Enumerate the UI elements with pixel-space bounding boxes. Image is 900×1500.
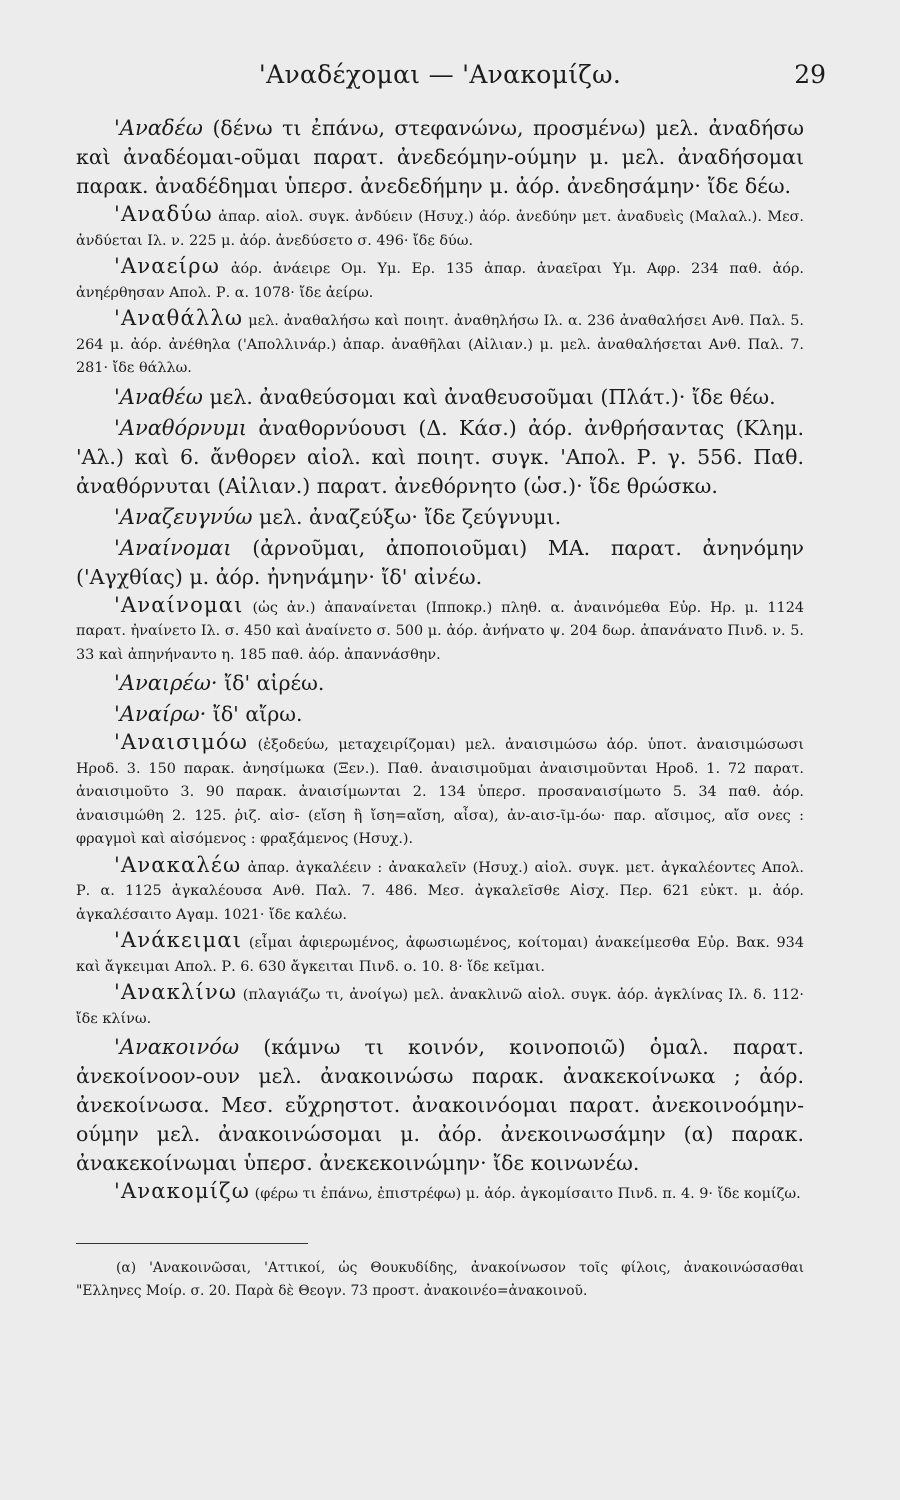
entry-list bbox=[76, 114, 804, 1207]
entry-anaireo bbox=[76, 669, 804, 698]
entry-body: μελ. ἀναθεύσομαι καὶ ἀναθευσοῦμαι (Πλάτ.)· ἴδε θέω. bbox=[209, 384, 776, 409]
entry-headword: 'Ανακοινόω bbox=[114, 1035, 240, 1059]
entry-anathornymi bbox=[76, 414, 804, 501]
entry-anadeo bbox=[76, 114, 804, 201]
entry-headword: 'Ανακομίζω bbox=[114, 1179, 251, 1203]
entry-headword: 'Αναίνομαι bbox=[114, 535, 232, 560]
entry-body: ἀόρ. ἀνάειρε Ομ. Υμ. Ερ. 135 ἀπαρ. ἀναεῖραι Υμ. Αφρ. 234 παθ. ἀόρ. ἀνηέρθησαν Απολ. Ρ. α. 1078· ἴδε ἀείρω. bbox=[76, 261, 804, 301]
entry-headword: 'Ανακλίνω bbox=[114, 980, 238, 1004]
entry-headword: 'Αναδύω bbox=[114, 202, 213, 226]
entry-headword: 'Αναθέω bbox=[114, 384, 203, 409]
running-title: 'Αναδέχομαι — 'Ανακομίζω. bbox=[258, 60, 622, 89]
entry-headword: 'Αναιρέω· bbox=[114, 671, 218, 695]
entry-anadyo bbox=[76, 203, 804, 253]
footnote: (α) 'Ανακοινῶσαι, 'Αττικοί, ὡς Θουκυδίδης, ἀνακοίνωσον τοῖς φίλοις, ἀνακοινώσασθαι "Ελληνες Μοίρ. σ. 20. Παρὰ δὲ Θεογν. 73 προστ. ἀνακοινέο=ἀνακοινοῦ. bbox=[76, 1260, 804, 1300]
entry-body: ἴδ' αἴρω. bbox=[212, 702, 303, 726]
entry-anaklino bbox=[76, 981, 804, 1031]
footnote-divider bbox=[76, 1243, 308, 1244]
entry-body: (ἐξοδεύω, μεταχειρίζομαι) μελ. ἀναισιμώσω ἀόρ. ὑποτ. ἀναισιμώσωσι Ηροδ. 3. 150 παρακ. ἀνησίμωκα (Ξεν.). Παθ. ἀναισιμοῦμαι ἀναισιμοῦνται Ηροδ. 1. 72 παρατ. ἀναισιμοῦτο 3. 90 παρακ. ἀναισίμωνται 2. 134 ὑπερσ. προσαναισίμωτο 5. 34 παθ. ἀόρ. ἀναισιμώθη 2. 125. ῥιζ. αἰσ- (εἴση ἢ ἴση=αἴση, αἶσα), ἀν-αισ-ῖμ-όω· παρ. αἴσιμος, αἴσ ονες : φραγμοὶ καὶ αἰσόμενος : φραξάμενος (Ησυχ.). bbox=[76, 737, 804, 847]
entry-headword: 'Αναθόρνυμι bbox=[114, 415, 247, 440]
entry-anaeiro bbox=[76, 255, 804, 305]
entry-body: (ἀρνοῦμαι, ἀποποιοῦμαι) ΜΑ. παρατ. ἀνηνόμην ('Αγχθίας) μ. ἀόρ. ἠνηνάμην· ἴδ' αἰνέω. bbox=[76, 535, 804, 589]
entry-anakoinoo bbox=[76, 1033, 804, 1178]
entry-body: (εἶμαι ἀφιερωμένος, ἀφωσιωμένος, κοίτομαι) ἀνακείμεσθα Εὐρ. Βακ. 934 καὶ ἄγκειμαι Απολ. Ρ. 6. 630 ἄγκειται Πινδ. ο. 10. 8· ἴδε κεῖμαι. bbox=[76, 935, 804, 975]
entry-body: (φέρω τι ἐπάνω, ἐπιστρέφω) μ. ἀόρ. ἀγκομίσαιτο Πινδ. π. 4. 9· ἴδε κομίζω. bbox=[254, 1186, 801, 1202]
entry-body: ἀναθορνύουσι (Δ. Κάσ.) ἀόρ. ἀνθρήσαντας (Κλημ. 'Αλ.) καὶ 6. ἄνθορεν αἰολ. καὶ ποιητ. συγκ. 'Απολ. Ρ. γ. 556. Παθ. ἀναθόρνυται (Αἰλιαν.) παρατ. ἀνεθόρνητο (ὡσ.)· ἴδε θρώσκω. bbox=[76, 415, 804, 498]
entry-anaisimoo bbox=[76, 731, 804, 852]
entry-body: ἀπαρ. αἰολ. συγκ. ἀνδύειν (Ησυχ.) ἀόρ. ἀνεδύην μετ. ἀναδυεὶς (Μαλαλ.). Μεσ. ἀνδύεται Ιλ. ν. 225 μ. ἀόρ. ἀνεδύσετο σ. 496· ἴδε δύω. bbox=[76, 209, 804, 249]
entry-body: (ὡς ἀν.) ἀπαναίνεται (Ιπποκρ.) πληθ. α. ἀναινόμεθα Εὐρ. Ηρ. μ. 1124 παρατ. ἠναίνετο Ιλ. σ. 450 καὶ ἀναίνετο σ. 500 μ. ἀόρ. ἀνήνατο ψ. 204 δωρ. ἀπανάνατο Πινδ. ν. 5. 33 καὶ ἀπηνήναντο η. 185 παθ. ἀόρ. ἀπαννάσθην. bbox=[76, 599, 805, 663]
entry-anatheo bbox=[76, 383, 804, 412]
entry-headword: 'Ανακαλέω bbox=[114, 852, 242, 877]
entry-headword: 'Αναίρω· bbox=[114, 702, 207, 726]
entry-headword: 'Αναισιμόω bbox=[114, 730, 249, 754]
entry-headword: 'Αναείρω bbox=[114, 254, 221, 278]
entry-anainomai-sub bbox=[76, 594, 804, 668]
entry-body: ἀπαρ. ἀγκαλέειν : ἀνακαλεῖν (Ησυχ.) αἰολ. συγκ. μετ. ἀγκαλέοντες Απολ. Ρ. α. 1125 ἀγκαλέουσα Ανθ. Παλ. 7. 486. Μεσ. ἀγκαλεῖσθε Αἰσχ. Περ. 621 εὐκτ. μ. ἀόρ. ἀγκαλέσαιτο Αγαμ. 1021· ἴδε καλέω. bbox=[76, 859, 804, 923]
entry-body: μελ. ἀναζεύξω· ἴδε ζεύγνυμι. bbox=[259, 504, 562, 529]
entry-body: μελ. ἀναθαλήσω καὶ ποιητ. ἀναθηλήσω Ιλ. α. 236 ἀναθαλήσει Ανθ. Παλ. 5. 264 μ. ἀόρ. ἀνέθηλα ('Απολλινάρ.) ἀπαρ. ἀναθῆλαι (Αἰλιαν.) μ. μελ. ἀναθαλήσεται Ανθ. Παλ. 7. 281· ἴδε θάλλω. bbox=[76, 313, 804, 376]
page-number: 29 bbox=[794, 60, 826, 89]
entry-anakomizo bbox=[76, 1180, 804, 1207]
entry-anakeimai bbox=[76, 929, 804, 979]
entry-headword: 'Αναζευγνύω bbox=[114, 504, 253, 529]
entry-headword: 'Αναίνομαι bbox=[114, 592, 244, 617]
entry-headword: 'Αναθάλλω bbox=[114, 306, 244, 330]
entry-body: (δένω τι ἐπάνω, στεφανώνω, προσμένω) μελ. ἀναδήσω καὶ ἀναδέομαι-οῦμαι παρατ. ἀνεδεόμην-ούμην μ. μελ. ἀναδήσομαι παρακ. ἀναδέδημαι ὑπερσ. ἀνεδεδήμην μ. ἀόρ. ἀνεδησάμην· ἴδε δέω. bbox=[76, 116, 804, 198]
entry-anathallo bbox=[76, 307, 804, 381]
entry-body: (κάμνω τι κοινόν, κοινοποιῶ) ὁμαλ. παρατ. ἀνεκοίνοον-ουν μελ. ἀνακοινώσω παρακ. ἀνακεκοίνωκα ; ἀόρ. ἀνεκοίνωσα. Μεσ. εὔχρηστοτ. ἀνακοινόομαι παρατ. ἀνεκοινοόμην-ούμην μελ. ἀνακοινώσομαι μ. ἀόρ. ἀνεκοινωσάμην (α) παρακ. ἀνακεκοίνωμαι ὑπερσ. ἀνεκεκοινώμην· ἴδε κοινωνέω. bbox=[76, 1035, 804, 1175]
entry-headword: 'Αναδέω bbox=[114, 116, 203, 140]
entry-anainomai bbox=[76, 534, 804, 592]
entry-headword: 'Ανάκειμαι bbox=[114, 928, 243, 952]
entry-anakaleo bbox=[76, 854, 804, 928]
entry-anairo bbox=[76, 700, 804, 729]
entry-body: ἴδ' αἱρέω. bbox=[224, 671, 325, 695]
running-head bbox=[76, 60, 826, 112]
entry-body: (πλαγιάζω τι, ἀνοίγω) μελ. ἀνακλινῶ αἰολ. συγκ. ἀόρ. ἀγκλίνας Ιλ. δ. 112· ἴδε κλίνω. bbox=[76, 987, 804, 1027]
entry-anazeugnyo bbox=[76, 503, 804, 532]
